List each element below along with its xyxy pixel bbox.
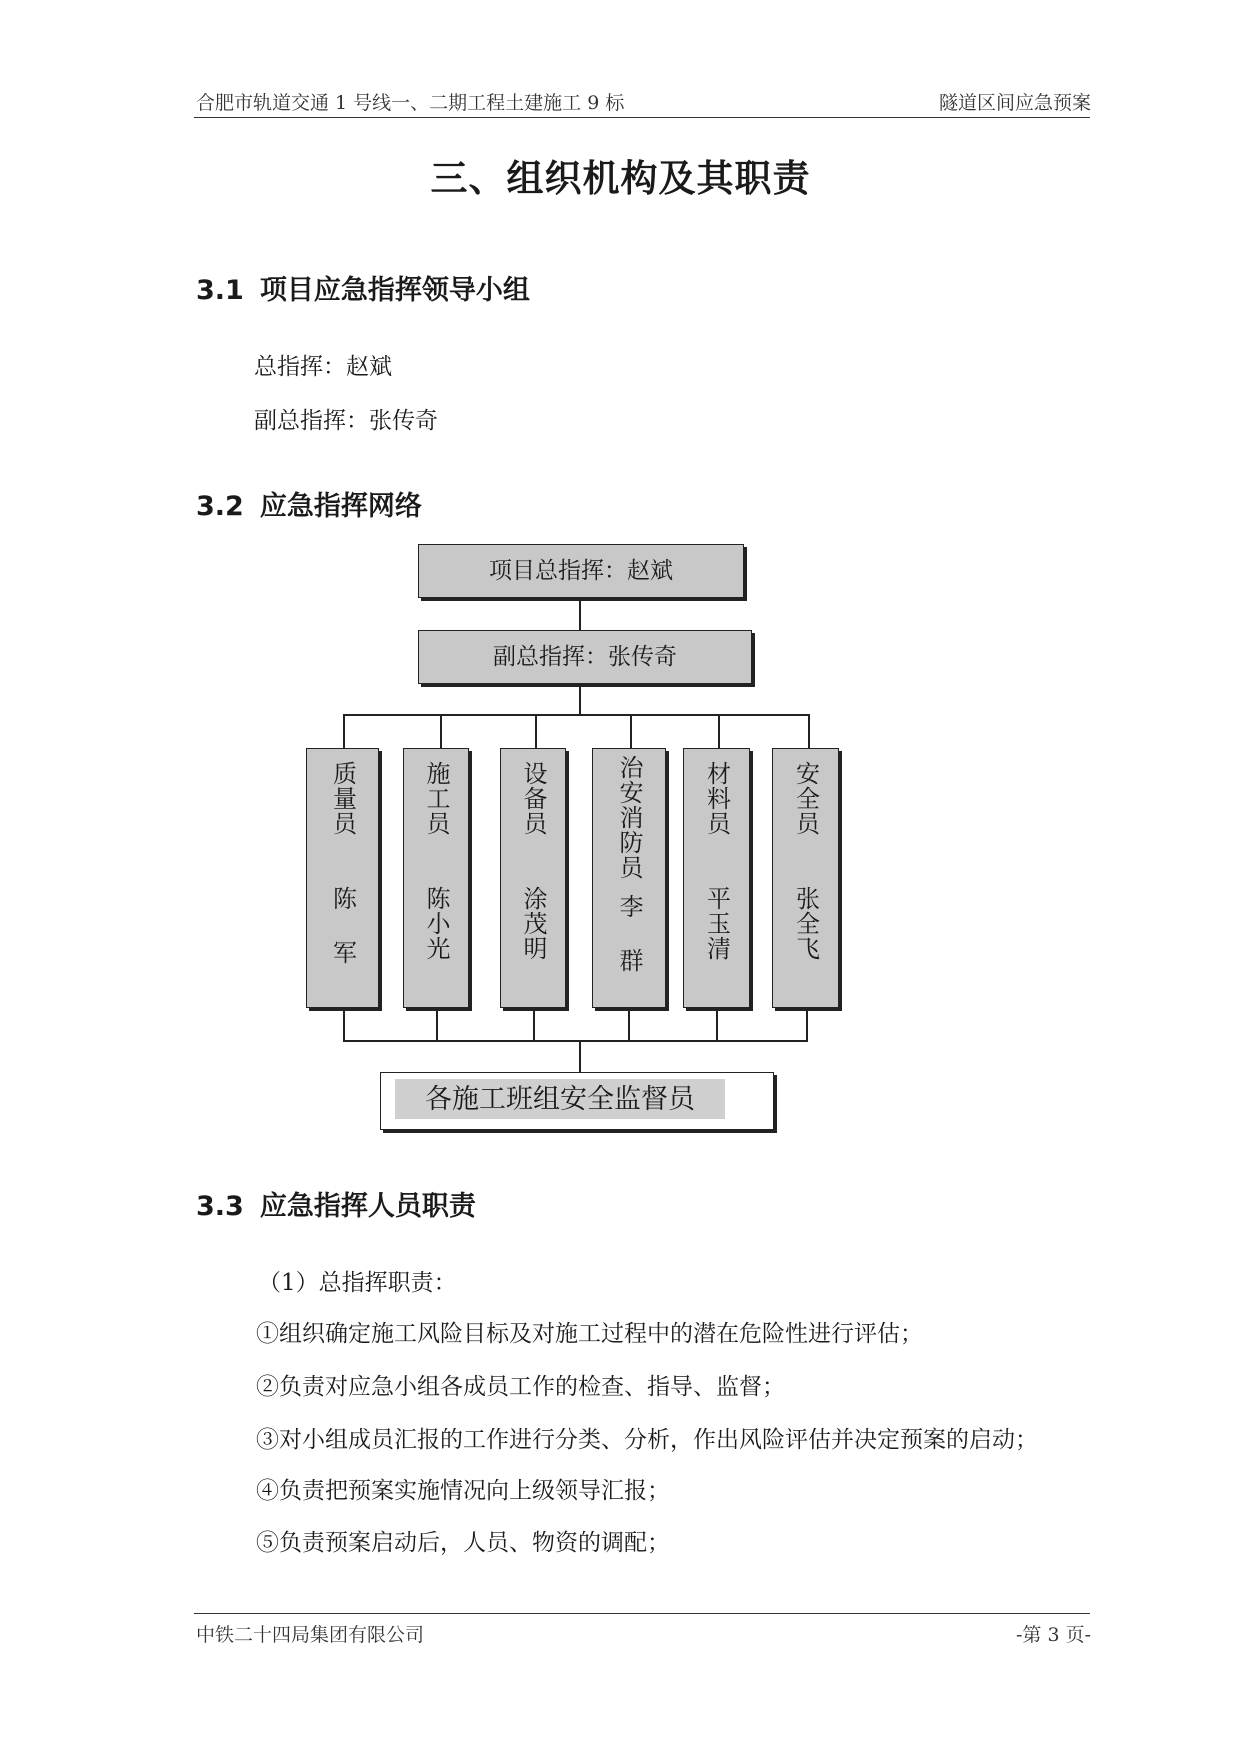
- duty-item: ⑤负责预案启动后，人员、物资的调配；: [256, 1530, 670, 1556]
- deputy-commander-line: 副总指挥：张传奇: [254, 408, 438, 434]
- connector-line: [579, 600, 581, 630]
- member-box-materials: [683, 748, 750, 1008]
- duty-item: ②负责对应急小组各成员工作的检查、指导、监督；: [256, 1374, 785, 1400]
- org-deputy-label: 副总指挥：张传奇: [493, 644, 677, 670]
- page-title: 三、组织机构及其职责: [430, 157, 811, 200]
- section-heading-3-2: [196, 484, 422, 523]
- member-box-security-fire: [592, 748, 666, 1008]
- connector-line: [535, 714, 537, 748]
- connector-line: [436, 1010, 438, 1040]
- header-divider: [194, 117, 1090, 118]
- section-number: 3.3: [196, 1191, 244, 1222]
- org-top-box: [418, 544, 744, 598]
- duty-item: ④负责把预案实施情况向上级领导汇报；: [256, 1478, 670, 1504]
- connector-line: [343, 1010, 345, 1040]
- connector-line: [718, 714, 720, 748]
- connector-line: [630, 714, 632, 748]
- section-title: 应急指挥人员职责: [259, 1191, 476, 1222]
- member-role: 安全员: [791, 761, 820, 836]
- connector-line: [440, 714, 442, 748]
- member-box-safety: [772, 748, 839, 1008]
- member-name: 涂茂明: [519, 886, 547, 961]
- member-name: 陈 军: [328, 886, 357, 965]
- member-name: 平玉清: [702, 886, 731, 961]
- connector-line: [343, 1040, 808, 1042]
- connector-line: [343, 714, 810, 716]
- member-box-quality: [306, 748, 379, 1008]
- header-project-name: 合肥市轨道交通 1 号线一、二期工程土建施工 9 标: [196, 92, 625, 114]
- commander-line: 总指挥：赵斌: [254, 354, 392, 380]
- section-heading-3-1: [196, 268, 530, 307]
- duties-intro: （1）总指挥职责：: [258, 1270, 457, 1296]
- duty-item: ①组织确定施工风险目标及对施工过程中的潜在危险性进行评估；: [256, 1321, 923, 1347]
- section-number: 3.1: [196, 275, 244, 306]
- member-name: 张全飞: [791, 886, 820, 961]
- member-name: 李 群: [615, 894, 643, 973]
- connector-line: [806, 1010, 808, 1040]
- footer-divider: [194, 1613, 1090, 1614]
- member-role: 设备员: [519, 761, 547, 836]
- connector-line: [579, 1040, 581, 1072]
- org-bottom-label: 各施工班组安全监督员: [395, 1079, 725, 1119]
- connector-line: [808, 714, 810, 748]
- duty-item: ③对小组成员汇报的工作进行分类、分析，作出风险评估并决定预案的启动；: [256, 1427, 1038, 1453]
- connector-line: [716, 1010, 718, 1040]
- footer-company: 中铁二十四局集团有限公司: [196, 1624, 425, 1646]
- member-name: 陈小光: [422, 886, 450, 961]
- connector-line: [628, 1010, 630, 1040]
- org-deputy-box: [418, 630, 752, 684]
- member-box-equipment: [500, 748, 566, 1008]
- section-title: 项目应急指挥领导小组: [259, 275, 530, 306]
- member-role: 施工员: [422, 761, 450, 836]
- header-document-name: 隧道区间应急预案: [938, 92, 1091, 114]
- member-role: 治安消防员: [615, 755, 643, 880]
- member-role: 材料员: [702, 761, 731, 836]
- member-box-construction: [403, 748, 469, 1008]
- section-heading-3-3: [196, 1184, 476, 1223]
- page-number: -第 3 页-: [1015, 1624, 1091, 1646]
- connector-line: [533, 1010, 535, 1040]
- connector-line: [579, 686, 581, 714]
- org-bottom-box: [380, 1072, 774, 1130]
- section-number: 3.2: [196, 491, 244, 522]
- section-title: 应急指挥网络: [259, 491, 422, 522]
- member-role: 质量员: [328, 761, 357, 836]
- connector-line: [343, 714, 345, 748]
- org-top-label: 项目总指挥：赵斌: [489, 558, 673, 584]
